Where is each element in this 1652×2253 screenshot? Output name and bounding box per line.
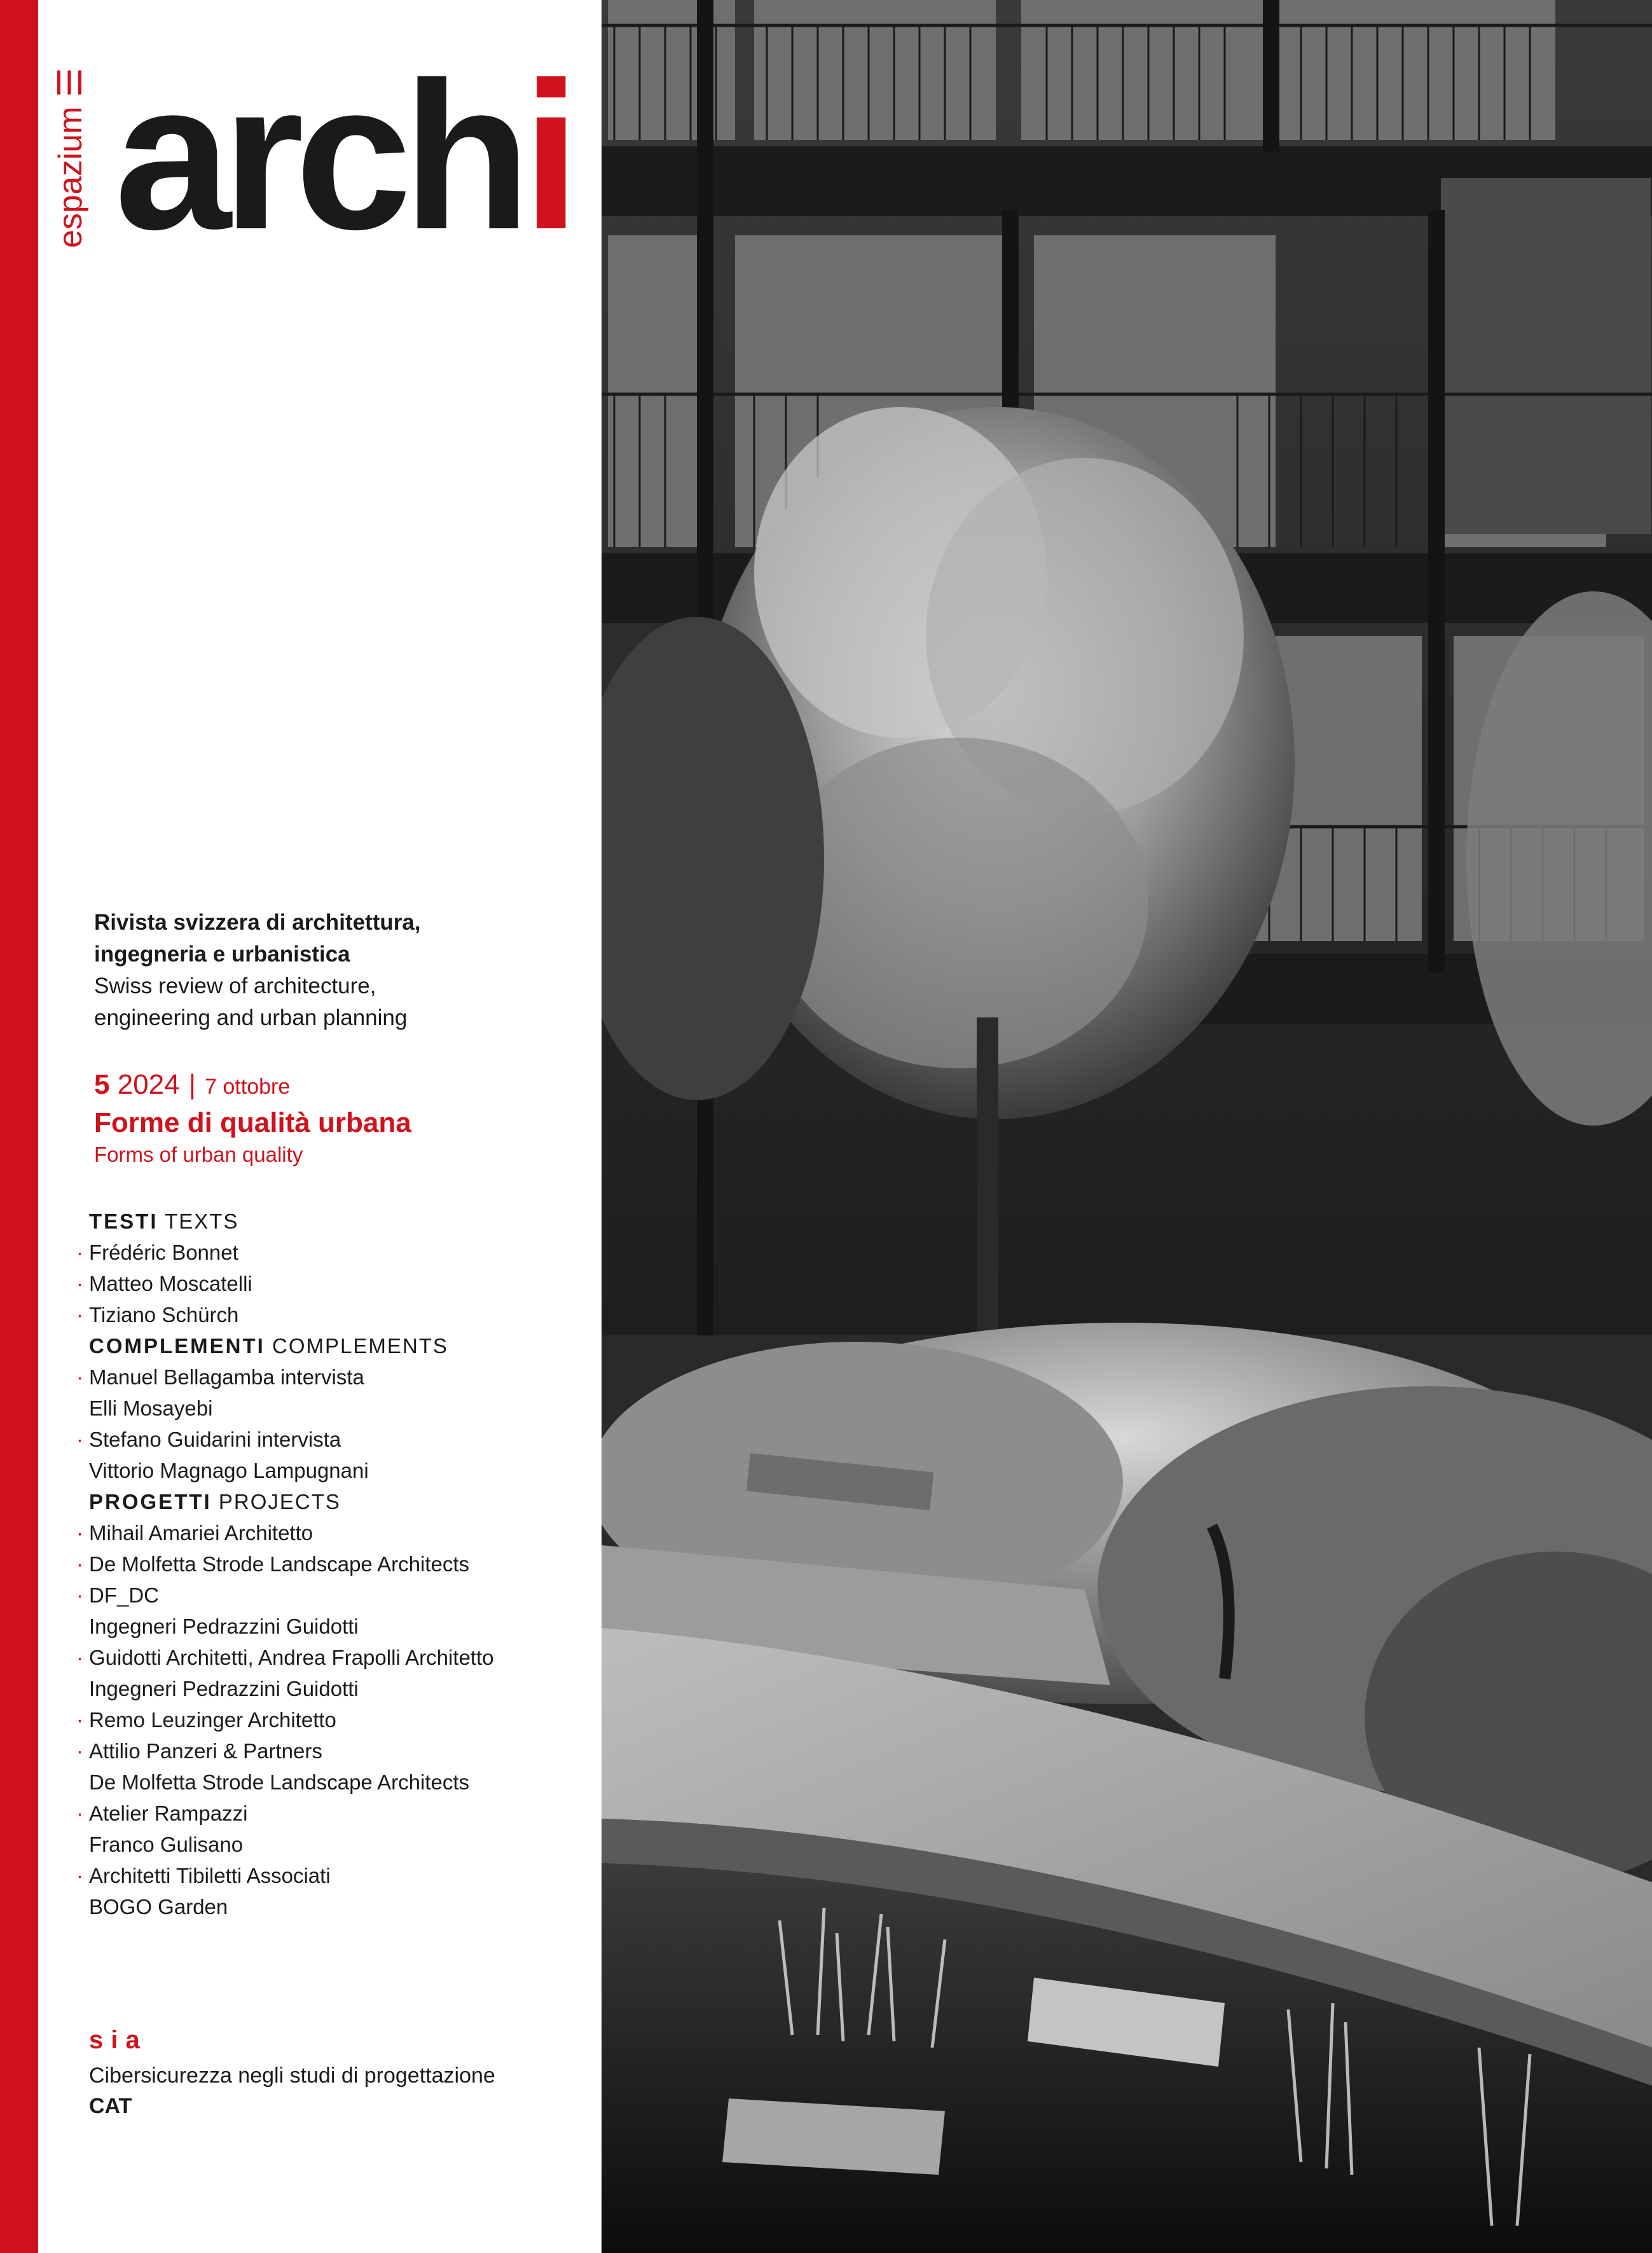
sia-logo: sia: [89, 2026, 148, 2054]
title-accent: i: [522, 38, 572, 273]
sia-line-1: Cibersicurezza negli studi di progettazione: [89, 2064, 495, 2088]
list-item-cont: Ingegneri Pedrazzini Guidotti: [89, 1615, 359, 1638]
subtitle-it-2: ingegneria e urbanistica: [94, 942, 350, 967]
list-item-cont: Elli Mosayebi: [89, 1396, 213, 1420]
list-item: · DF_DC: [76, 1583, 160, 1607]
espazium-mark-icon: ☰: [52, 67, 89, 97]
subtitle-it-1: Rivista svizzera di architettura,: [94, 910, 421, 935]
issue-date: 7 ottobre: [205, 1075, 291, 1099]
cover-photo-illustration: [602, 0, 1652, 2253]
issue-year: 2024: [117, 1069, 180, 1100]
theme-title-en: Forms of urban quality: [94, 1143, 303, 1166]
subtitle-en-2: engineering and urban planning: [94, 1005, 408, 1030]
list-item-cont: De Molfetta Strode Landscape Architects: [89, 1770, 469, 1794]
list-item: · Matteo Moscatelli: [76, 1272, 252, 1295]
list-item: · Architetti Tibiletti Associati: [76, 1864, 331, 1887]
list-item: · Atelier Rampazzi: [76, 1802, 248, 1825]
list-item: · Frédéric Bonnet: [76, 1241, 238, 1264]
subtitle-en-1: Swiss review of architecture,: [94, 974, 376, 998]
issue-line: [94, 1066, 411, 1106]
theme-title-it: Forme di qualità urbana: [94, 1107, 411, 1138]
table-of-contents: [76, 1206, 598, 1922]
sia-section: [89, 2060, 495, 2121]
issue-number: 5: [94, 1069, 110, 1100]
list-item-cont: Franco Gulisano: [89, 1833, 244, 1856]
title-main: arch: [114, 38, 523, 273]
sia-line-2: CAT: [89, 2094, 132, 2118]
section-head-progetti: PROGETTI PROJECTS: [89, 1490, 341, 1513]
list-item: · Guidotti Architetti, Andrea Frapolli Architetto: [76, 1646, 494, 1669]
list-item: · Remo Leuzinger Architetto: [76, 1708, 336, 1732]
subtitle: [94, 907, 421, 1034]
cover-photo: [602, 0, 1652, 2253]
list-item: · Tiziano Schürch: [76, 1303, 239, 1326]
section-head-complementi: COMPLEMENTI COMPLEMENTS: [89, 1334, 448, 1358]
list-item: · Mihail Amariei Architetto: [76, 1521, 313, 1545]
list-item: · Manuel Bellagamba intervista: [76, 1365, 364, 1389]
list-item-cont: Ingegneri Pedrazzini Guidotti: [89, 1677, 359, 1700]
list-item: · De Molfetta Strode Landscape Architects: [76, 1552, 469, 1576]
magazine-title: [114, 38, 572, 273]
issue-separator: |: [188, 1069, 196, 1100]
issue-info: [94, 1066, 411, 1169]
list-item: · Attilio Panzeri & Partners: [76, 1739, 322, 1763]
list-item: · Stefano Guidarini intervista: [76, 1428, 341, 1451]
red-spine-bar: [0, 0, 38, 2253]
espazium-logo: [52, 38, 89, 248]
list-item-cont: Vittorio Magnago Lampugnani: [89, 1459, 369, 1482]
list-item-cont: BOGO Garden: [89, 1895, 228, 1919]
section-head-testi: TESTI TEXTS: [89, 1209, 239, 1233]
espazium-label: espazium: [52, 106, 89, 248]
